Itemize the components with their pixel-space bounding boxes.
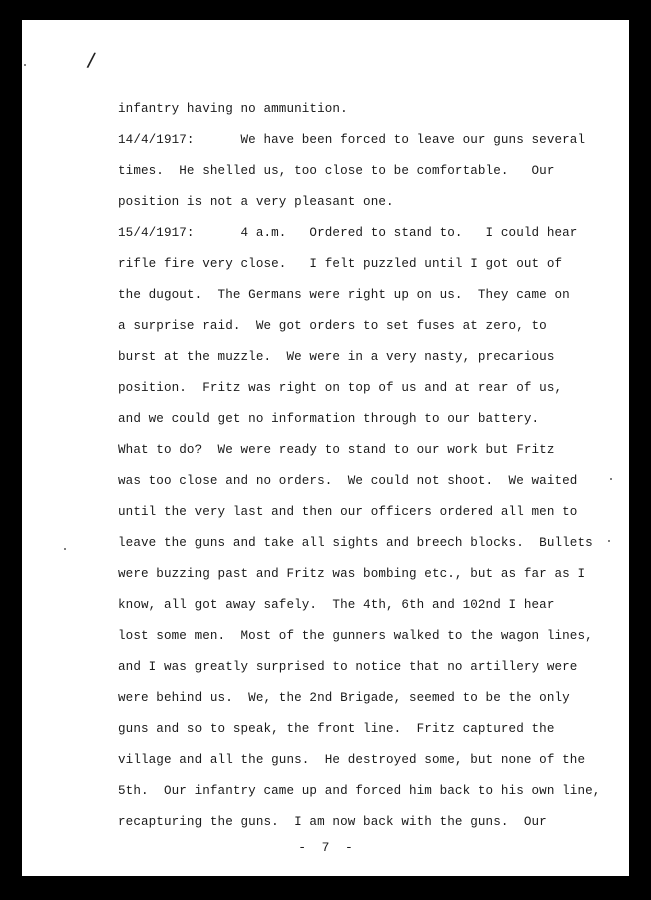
text-line: until the very last and then our officers ordered all men to — [118, 505, 578, 519]
text-line: the dugout. The Germans were right up on us. They came on — [118, 288, 570, 302]
text-line: 14/4/1917: We have been forced to leave our guns several — [118, 133, 586, 147]
text-line: a surprise raid. We got orders to set fuses at zero, to — [118, 319, 547, 333]
text-line: lost some men. Most of the gunners walked to the wagon lines, — [118, 629, 593, 643]
stray-dot — [24, 64, 26, 66]
text-line: guns and so to speak, the front line. Fritz captured the — [118, 722, 555, 736]
typed-text-body — [118, 100, 618, 844]
document-page — [22, 20, 629, 876]
text-line: know, all got away safely. The 4th, 6th and 102nd I hear — [118, 598, 555, 612]
text-line: recapturing the guns. I am now back with the guns. Our — [118, 815, 547, 829]
text-line: and we could get no information through to our battery. — [118, 412, 540, 426]
text-line: village and all the guns. He destroyed some, but none of the — [118, 753, 586, 767]
text-line: leave the guns and take all sights and breech blocks. Bullets — [118, 536, 593, 550]
text-line: position is not a very pleasant one. — [118, 195, 394, 209]
text-line: times. He shelled us, too close to be comfortable. Our — [118, 164, 555, 178]
pen-mark: / — [85, 47, 97, 74]
text-line: were behind us. We, the 2nd Brigade, seemed to be the only — [118, 691, 570, 705]
stray-dot — [64, 548, 66, 550]
text-line: rifle fire very close. I felt puzzled until I got out of — [118, 257, 563, 271]
text-line: were buzzing past and Fritz was bombing etc., but as far as I — [118, 567, 586, 581]
text-line: burst at the muzzle. We were in a very nasty, precarious — [118, 350, 555, 364]
text-line: 15/4/1917: 4 a.m. Ordered to stand to. I could hear — [118, 226, 578, 240]
text-line: 5th. Our infantry came up and forced him back to his own line, — [118, 784, 601, 798]
text-line: and I was greatly surprised to notice that no artillery were — [118, 660, 578, 674]
text-line: position. Fritz was right on top of us and at rear of us, — [118, 381, 563, 395]
text-line: What to do? We were ready to stand to our work but Fritz — [118, 443, 555, 457]
text-line: infantry having no ammunition. — [118, 102, 348, 116]
text-line: was too close and no orders. We could not shoot. We waited — [118, 474, 578, 488]
page-number: - 7 - — [298, 840, 353, 855]
